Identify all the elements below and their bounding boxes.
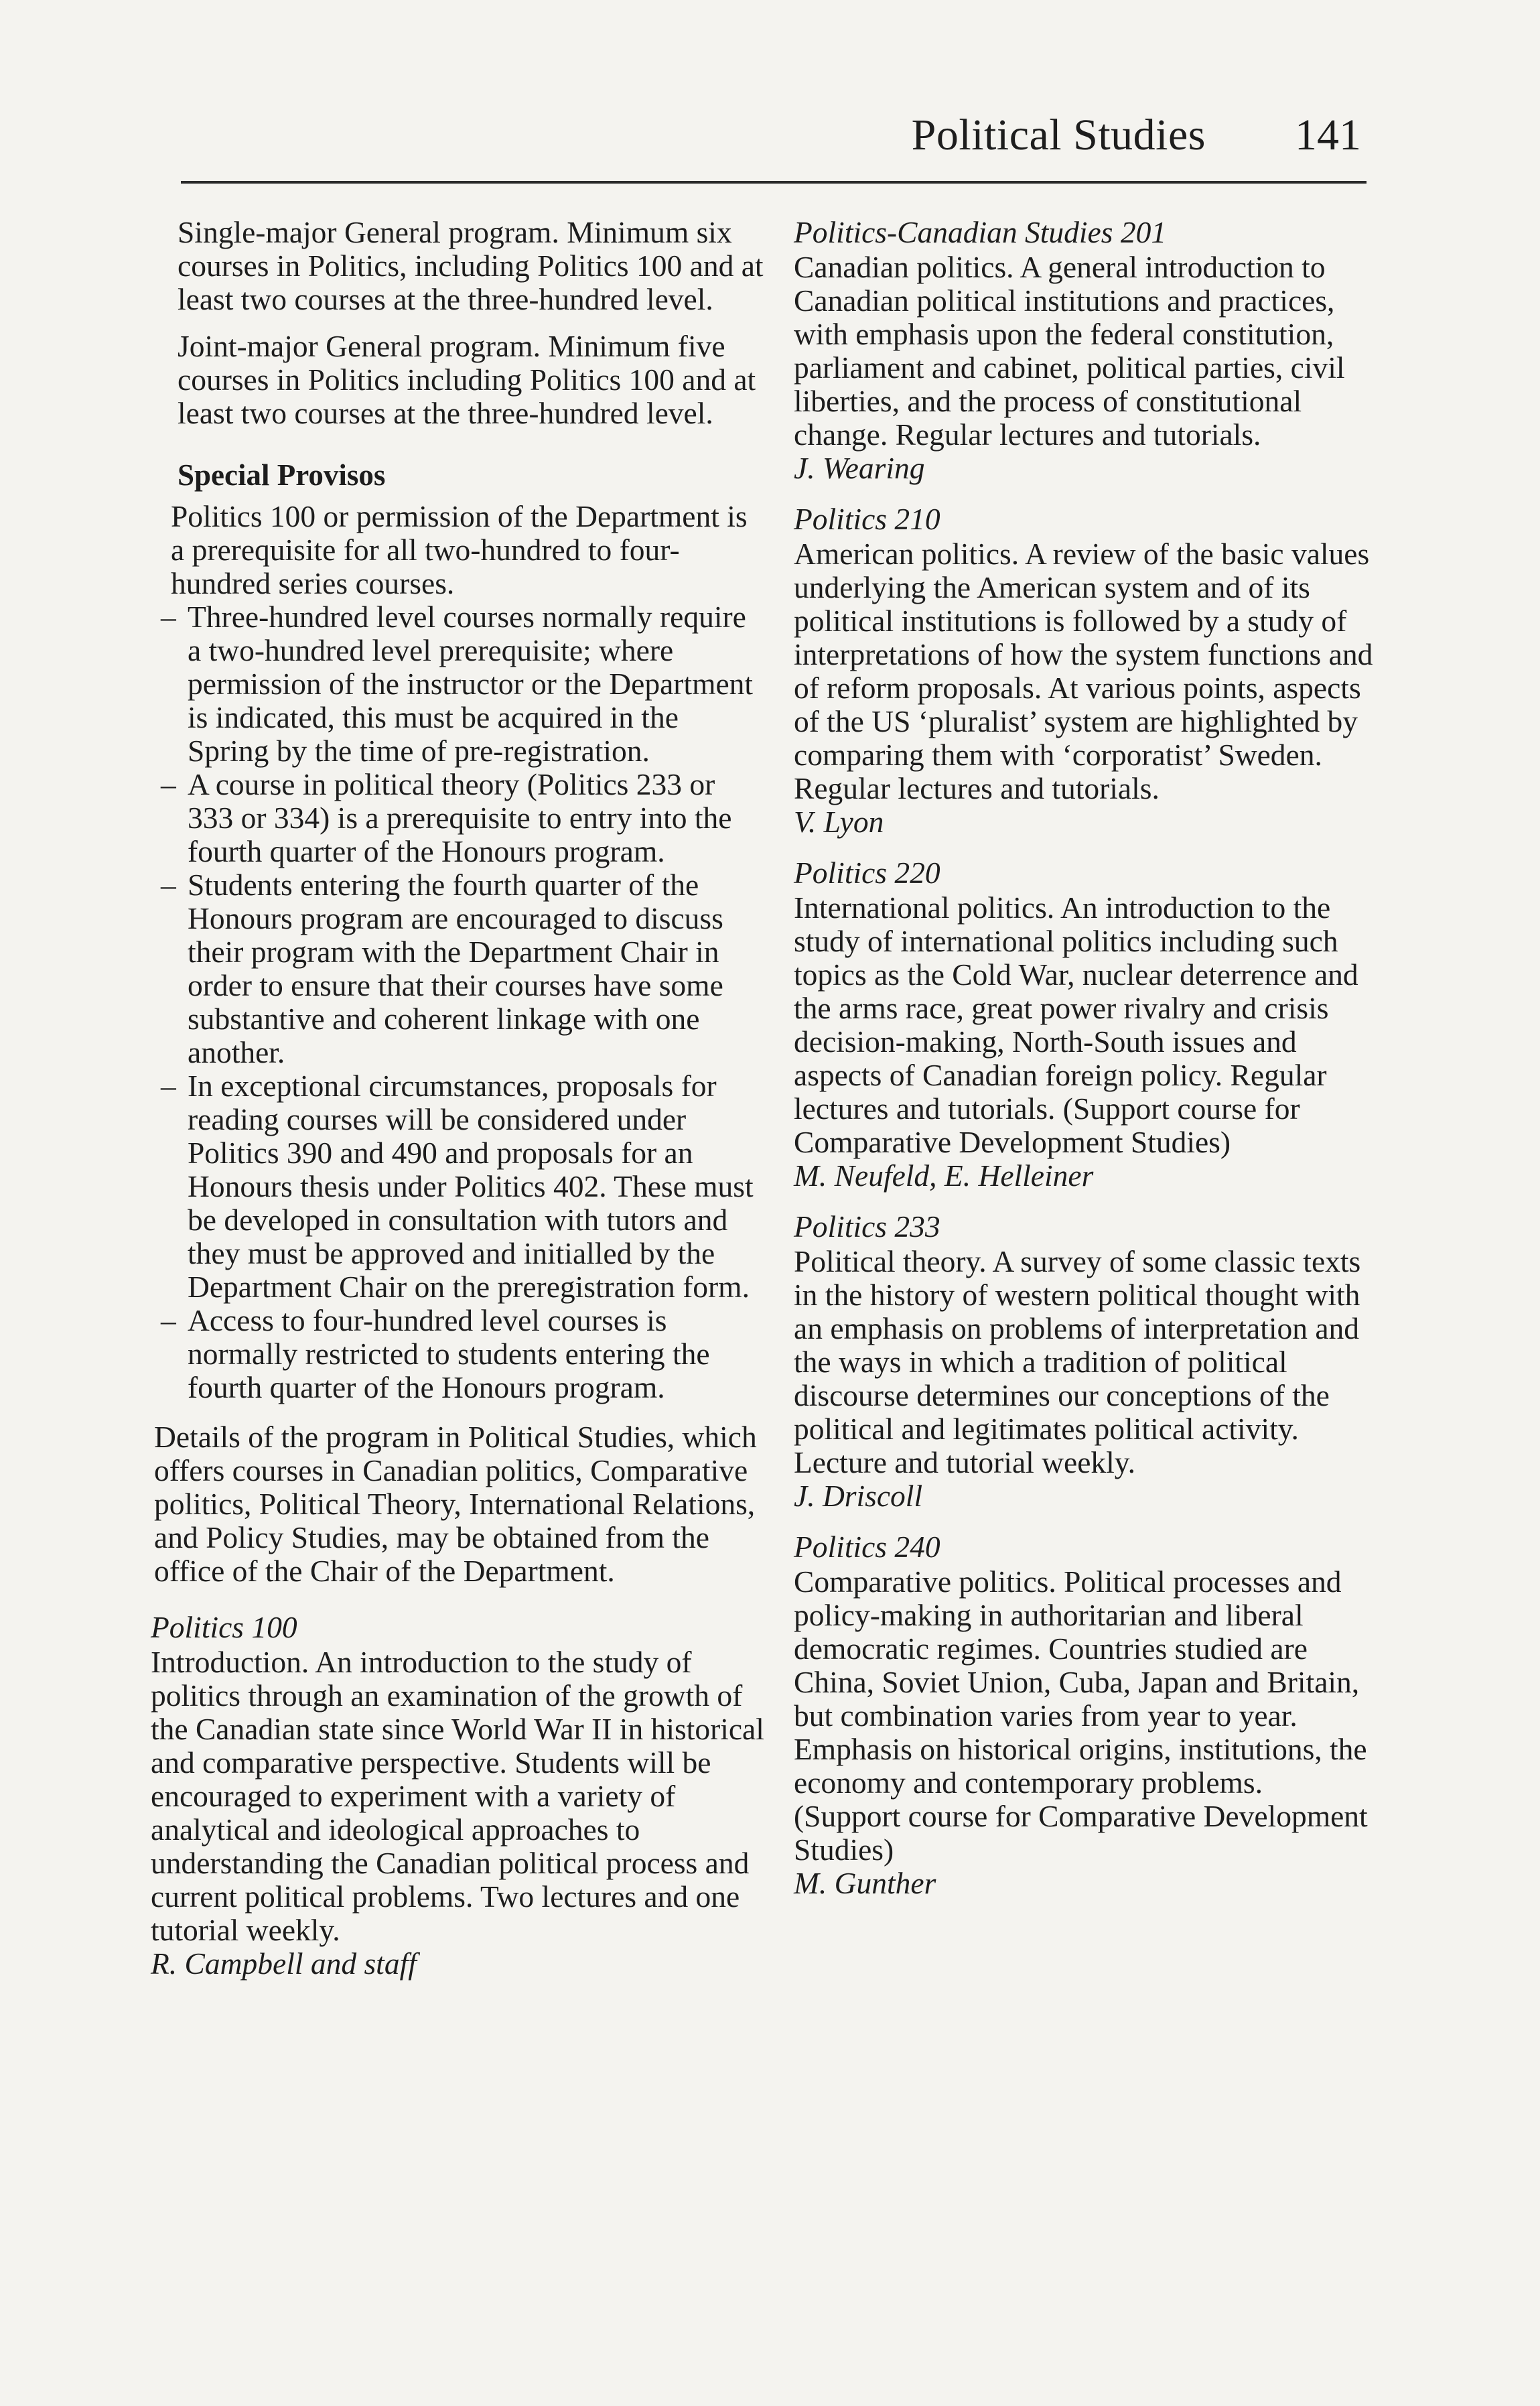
provisos-heading: Special Provisos: [178, 458, 386, 492]
course-entry: [794, 503, 1377, 839]
course-instructor: M. Gunther: [794, 1866, 936, 1900]
course-entry: [151, 1611, 767, 1981]
left-column: [134, 216, 767, 1998]
course-description: Political theory. A survey of some classic texts in the history of western political thought with an emphasis on problems of interpretation and the ways in which a tradition of political discourse determines our conceptions of the political and legitimates political activity. Lecture and tutorial weekly.: [794, 1244, 1361, 1479]
proviso-item: – A course in political theory (Politics 233 or 333 or 334) is a prerequisite to entry into the fourth quarter of the Honours program.: [161, 768, 767, 868]
program-single-major: Single-major General program. Minimum six courses in Politics, including Politics 100 and at least two courses at the three-hundred level.: [178, 215, 764, 316]
course-instructor: R. Campbell and staff: [151, 1946, 417, 1981]
course-code: Politics 233: [794, 1209, 940, 1244]
provisos-intro: Politics 100 or permission of the Department is a prerequisite for all two-hundred to four-hundred series courses.: [171, 499, 748, 600]
course-entry: [794, 1530, 1377, 1900]
proviso-item: – Access to four-hundred level courses is normally restricted to students entering the fourth quarter of the Honours program.: [161, 1304, 767, 1404]
program-details: Details of the program in Political Studies, which offers courses in Canadian politics, Comparative politics, Political Theory, International Relations, and Policy Studies, may be obtained from the office of the Chair of the Department.: [154, 1420, 757, 1588]
course-description: Canadian politics. A general introduction to Canadian political institutions and practices, with emphasis upon the federal constitution, parliament and cabinet, political parties, civil liberties, and the process of constitutional change. Regular lectures and tutorials.: [794, 250, 1345, 452]
course-description: American politics. A review of the basic values underlying the American system and of its political institutions is followed by a study of interpretations of how the system functions and of reform proposals. At various points, aspects of the US ‘pluralist’ system are highlighted by comparing them with ‘corporatist’ Sweden. Regular lectures and tutorials.: [794, 537, 1373, 805]
course-instructor: M. Neufeld, E. Helleiner: [794, 1158, 1094, 1193]
course-code: Politics 220: [794, 856, 940, 890]
course-description: Comparative politics. Political processes and policy-making in authoritarian and liberal democratic regimes. Countries studied are China, Soviet Union, Cuba, Japan and Britain, but combination varies from year to year. Emphasis on historical origins, institutions, the economy and contemporary problems. (Support course for Comparative Development Studies): [794, 1564, 1368, 1867]
course-code: Politics-Canadian Studies 201: [794, 215, 1167, 249]
section-title: Political Studies: [911, 111, 1206, 159]
page-header: [181, 101, 1367, 184]
course-code: Politics 210: [794, 502, 940, 536]
course-entry: [794, 1210, 1377, 1513]
course-description: International politics. An introduction to the study of international politics including such topics as the Cold War, nuclear deterrence and the arms race, great power rivalry and crisis decision-making, North-South issues and aspects of Canadian foreign policy. Regular lectures and tutorials. (Support course for Comparative Development Studies): [794, 890, 1358, 1159]
program-joint-major: Joint-major General program. Minimum five courses in Politics including Politics 100 and at least two courses at the three-hundred level.: [178, 329, 756, 430]
proviso-item: – In exceptional circumstances, proposals for reading courses will be considered under Politics 390 and 490 and proposals for an Honours thesis under Politics 402. These must be developed in consultation with tutors and they must be approved and initialled by the Department Chair on the preregistration form.: [161, 1069, 767, 1304]
right-column: [760, 216, 1377, 1918]
course-instructor: V. Lyon: [794, 805, 884, 839]
proviso-item: – Students entering the fourth quarter of the Honours program are encouraged to discuss their program with the Department Chair in order to ensure that their courses have some substantive and coherent linkage with one another.: [161, 868, 767, 1069]
provisos-list: [161, 600, 767, 1404]
course-instructor: J. Driscoll: [794, 1479, 923, 1513]
course-code: Politics 240: [794, 1530, 940, 1564]
course-code: Politics 100: [151, 1610, 297, 1644]
page-number: 141: [1295, 111, 1361, 159]
course-entry: [794, 856, 1377, 1193]
proviso-item: – Three-hundred level courses normally require a two-hundred level prerequisite; where permission of the instructor or the Department is indicated, this must be acquired in the Spring by the time of pre-registration.: [161, 600, 767, 768]
course-instructor: J. Wearing: [794, 451, 925, 485]
course-description: Introduction. An introduction to the study of politics through an examination of the growth of the Canadian state since World War II in historical and comparative perspective. Students will be encouraged to experiment with a variety of analytical and ideological approaches to understanding the Canadian political process and current political problems. Two lectures and one tutorial weekly.: [151, 1645, 764, 1947]
course-entry: [794, 216, 1377, 485]
